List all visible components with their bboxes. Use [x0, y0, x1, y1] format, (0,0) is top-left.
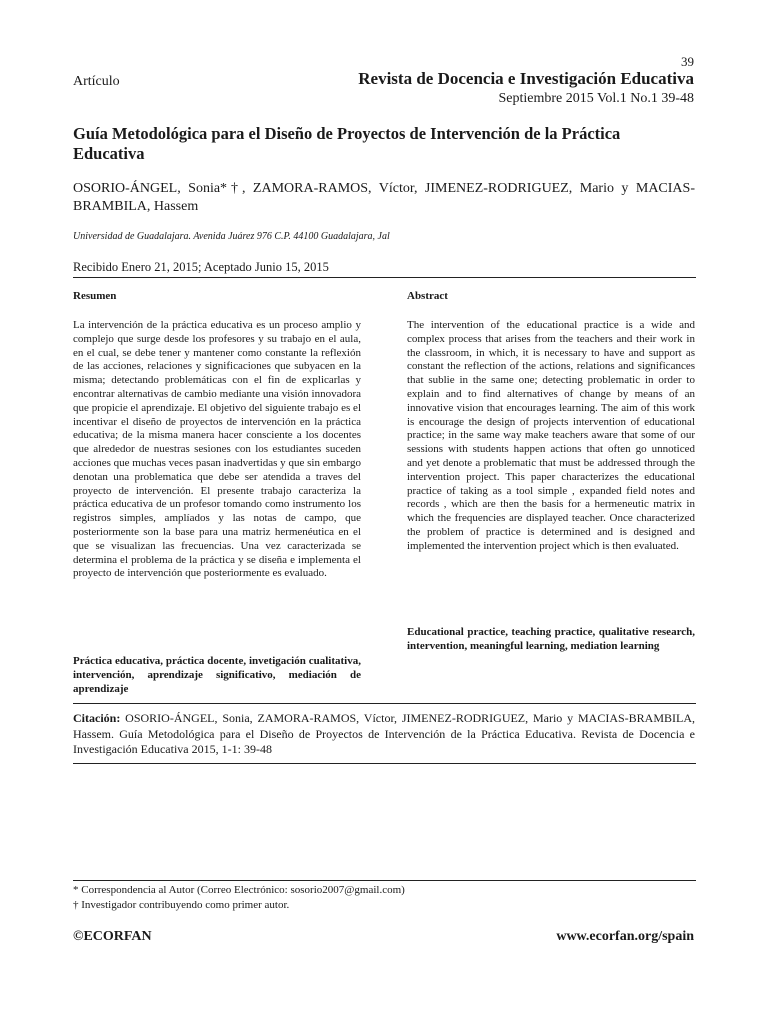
- divider: [73, 763, 696, 764]
- abstract-heading: Abstract: [407, 290, 448, 302]
- footnote-first-author: † Investigador contribuyendo como primer autor.: [73, 899, 290, 911]
- resumen-keywords: Práctica educativa, práctica docente, invetigación cualitativa, intervención, aprendizaje significativo, mediación de aprendizaje: [73, 655, 361, 695]
- citation-text: OSORIO-ÁNGEL, Sonia, ZAMORA-RAMOS, Víctor, JIMENEZ-RODRIGUEZ, Mario y MACIAS-BRAMBILA, Hassem. Guía Metodológica para el Diseño de Proyectos de Intervención de la Práctica Educativa. Revista de Docencia e Investigación Educativa 2015, 1-1: 39-48: [73, 711, 695, 756]
- citation-label: Citación:: [73, 711, 121, 725]
- publisher-name: ©ECORFAN: [73, 929, 152, 944]
- footnote-correspondence: * Correspondencia al Autor (Correo Electrónico: sosorio2007@gmail.com): [73, 884, 405, 896]
- journal-issue: Septiembre 2015 Vol.1 No.1 39-48: [498, 91, 694, 106]
- divider: [73, 703, 696, 704]
- publisher-website: www.ecorfan.org/spain: [556, 929, 694, 944]
- resumen-body: La intervención de la práctica educativa es un proceso amplio y complejo que surge desde los profesores y su trabajo en el aula, en el cual, se debe tener y mantener como constante la reflexión de las acciones, relaciones y significaciones que subyacen en la misma; detectando problemáticas con el fin de explicarlas y encontrar alternativas de cambio mediante una visión innovadora que propicie el aprendizaje. El objetivo del siguiente trabajo es el incentivar el diseño de proyectos de intervención en la práctica educativa; de la misma manera hacer consciente a los docentes que alrededor de nuestras sesiones con los estudiantes suceden acciones que muchas veces pasan inadvertidas y que sin embargo denotan una problematica que debe ser atendida a traves del proyecto de intervención. El presente trabajo caracteriza la práctica educativa de un profesor tomando como instrumento los registros simples, amplíados y las notas de campo, que posteriormente son la base para una matriz hermenéutica en el que se visualizan las frecuencias. Una vez caracterizada se determina el problema de la práctica y se diseña e implementa el proyecto de intervención que posteriormente es evaluado.: [73, 319, 361, 580]
- authors: OSORIO-ÁNGEL, Sonia*†, ZAMORA-RAMOS, Víctor, JIMENEZ-RODRIGUEZ, Mario y MACIAS-BRAMBILA, Hassem: [73, 181, 695, 214]
- article-title: Guía Metodológica para el Diseño de Proyectos de Intervención de la Práctica Educativa: [73, 124, 621, 163]
- citation: [73, 711, 695, 758]
- affiliation: Universidad de Guadalajara. Avenida Juárez 976 C.P. 44100 Guadalajara, Jal: [73, 231, 390, 242]
- abstract-keywords: Educational practice, teaching practice, qualitative research, intervention, meaningful learning, mediation learning: [407, 626, 695, 652]
- divider: [73, 277, 696, 278]
- received-accepted-dates: Recibido Enero 21, 2015; Aceptado Junio 15, 2015: [73, 260, 329, 274]
- resumen-heading: Resumen: [73, 290, 117, 302]
- journal-title: Revista de Docencia e Investigación Educativa: [358, 69, 694, 88]
- footnote-divider: [73, 880, 696, 881]
- section-label: Artículo: [73, 74, 120, 89]
- page-number: 39: [681, 54, 694, 69]
- abstract-body: The intervention of the educational practice is a wide and complex process that arises from the teachers and their work in the classroom, in which, it is necessary to have and support as constant the reflection of the actions, relations and significances that sublie in the same one; detecting problematic in order to explain and to find alternatives of change by means of an innovative vision that encourages learning. The aim of this work is encourage the design of projects intervention of educational practice; in the same way make teachers aware that some of our sessions with students happen actions that often go unnoticed and yet denote a problematic that must be addressed through the intervention project. This paper characterizes the educational practice of taking as a tool simple , expanded field notes and records , which are then the basis for a hermeneutic matrix in which the frequencies are displayed teacher. Once characterized the problem of practice is determined and is designed and implemented the intervention project which is then evaluated.: [407, 319, 695, 552]
